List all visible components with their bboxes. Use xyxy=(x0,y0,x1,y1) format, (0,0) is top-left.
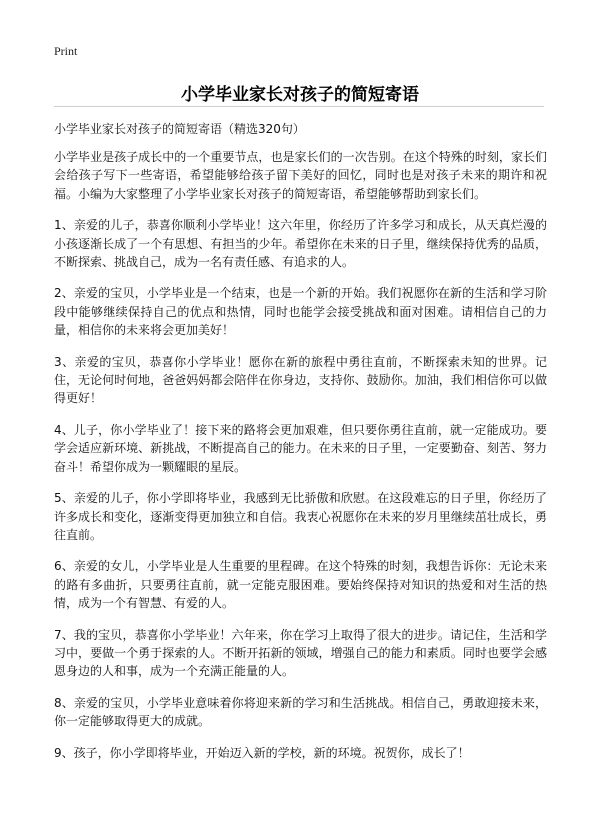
message-item-9: 9、孩子，你小学即将毕业，开始迈入新的学校，新的环境。祝贺你，成长了！ xyxy=(54,745,470,760)
message-item-8: 8、亲爱的宝贝，小学毕业意味着你将迎来新的学习和生活挑战。相信自己，勇敢迎接未来，你一定能够取得更大的成就。 xyxy=(54,695,547,729)
article-body xyxy=(54,148,547,775)
message-item-7: 7、我的宝贝，恭喜你小学毕业！六年来，你在学习上取得了很大的进步。请记住，生活和学习中，要做一个勇于探索的人。不断开拓新的领域，增强自己的能力和素质。同时也要学会感恩身边的人和事，成为一个充满正能量的人。 xyxy=(54,627,547,679)
message-item-3: 3、亲爱的宝贝，恭喜你小学毕业！愿你在新的旅程中勇往直前，不断探索未知的世界。记住，无论何时何地，爸爸妈妈都会陪伴在你身边，支持你、鼓励你。加油，我们相信你可以做得更好！ xyxy=(54,354,547,406)
page-title: 小学毕业家长对孩子的简短寄语 xyxy=(181,85,419,105)
intro-paragraph: 小学毕业是孩子成长中的一个重要节点，也是家长们的一次告别。在这个特殊的时刻，家长们会给孩子写下一些寄语，希望能够给孩子留下美好的回忆，同时也是对孩子未来的期许和祝福。小编为大家整理了小学毕业家长对孩子的简短寄语，希望能够帮助到家长们。 xyxy=(54,150,547,201)
message-item-5: 5、亲爱的儿子，你小学即将毕业，我感到无比骄傲和欣慰。在这段难忘的日子里，你经历了许多成长和变化，逐渐变得更加独立和自信。我衷心祝愿你在未来的岁月里继续茁壮成长，勇往直前。 xyxy=(54,491,547,542)
message-item-6: 6、亲爱的女儿，小学毕业是人生重要的里程碑。在这个特殊的时刻，我想告诉你：无论未来的路有多曲折，只要勇往直前，就一定能克服困难。要始终保持对知识的热爱和对生活的热情，成为一个有智慧、有爱的人。 xyxy=(54,559,547,611)
message-item-4: 4、儿子，你小学毕业了！接下来的路将会更加艰难，但只要你勇往直前，就一定能成功。要学会适应新环境、新挑战，不断提高自己的能力。在未来的日子里，一定要勤奋、刻苦、努力奋斗！希望你成为一颗耀眼的星辰。 xyxy=(54,422,547,474)
print-link[interactable]: Print xyxy=(54,44,78,58)
message-item-1: 1、亲爱的儿子，恭喜你顺利小学毕业！这六年里，你经历了许多学习和成长，从天真烂漫的小孩逐渐长成了一个有思想、有担当的少年。希望你在未来的日子里，继续保持优秀的品质，不断探索、挑战自己，成为一名有责任感、有追求的人。 xyxy=(54,218,547,270)
title-divider xyxy=(54,106,544,107)
message-item-2: 2、亲爱的宝贝，小学毕业是一个结束，也是一个新的开始。我们祝愿你在新的生活和学习阶段中能够继续保持自己的优点和热情，同时也能学会接受挑战和面对困难。请相信自己的力量，相信你的未来将会更加美好！ xyxy=(54,286,547,338)
subtitle: 小学毕业家长对孩子的简短寄语（精选320句） xyxy=(54,122,305,136)
